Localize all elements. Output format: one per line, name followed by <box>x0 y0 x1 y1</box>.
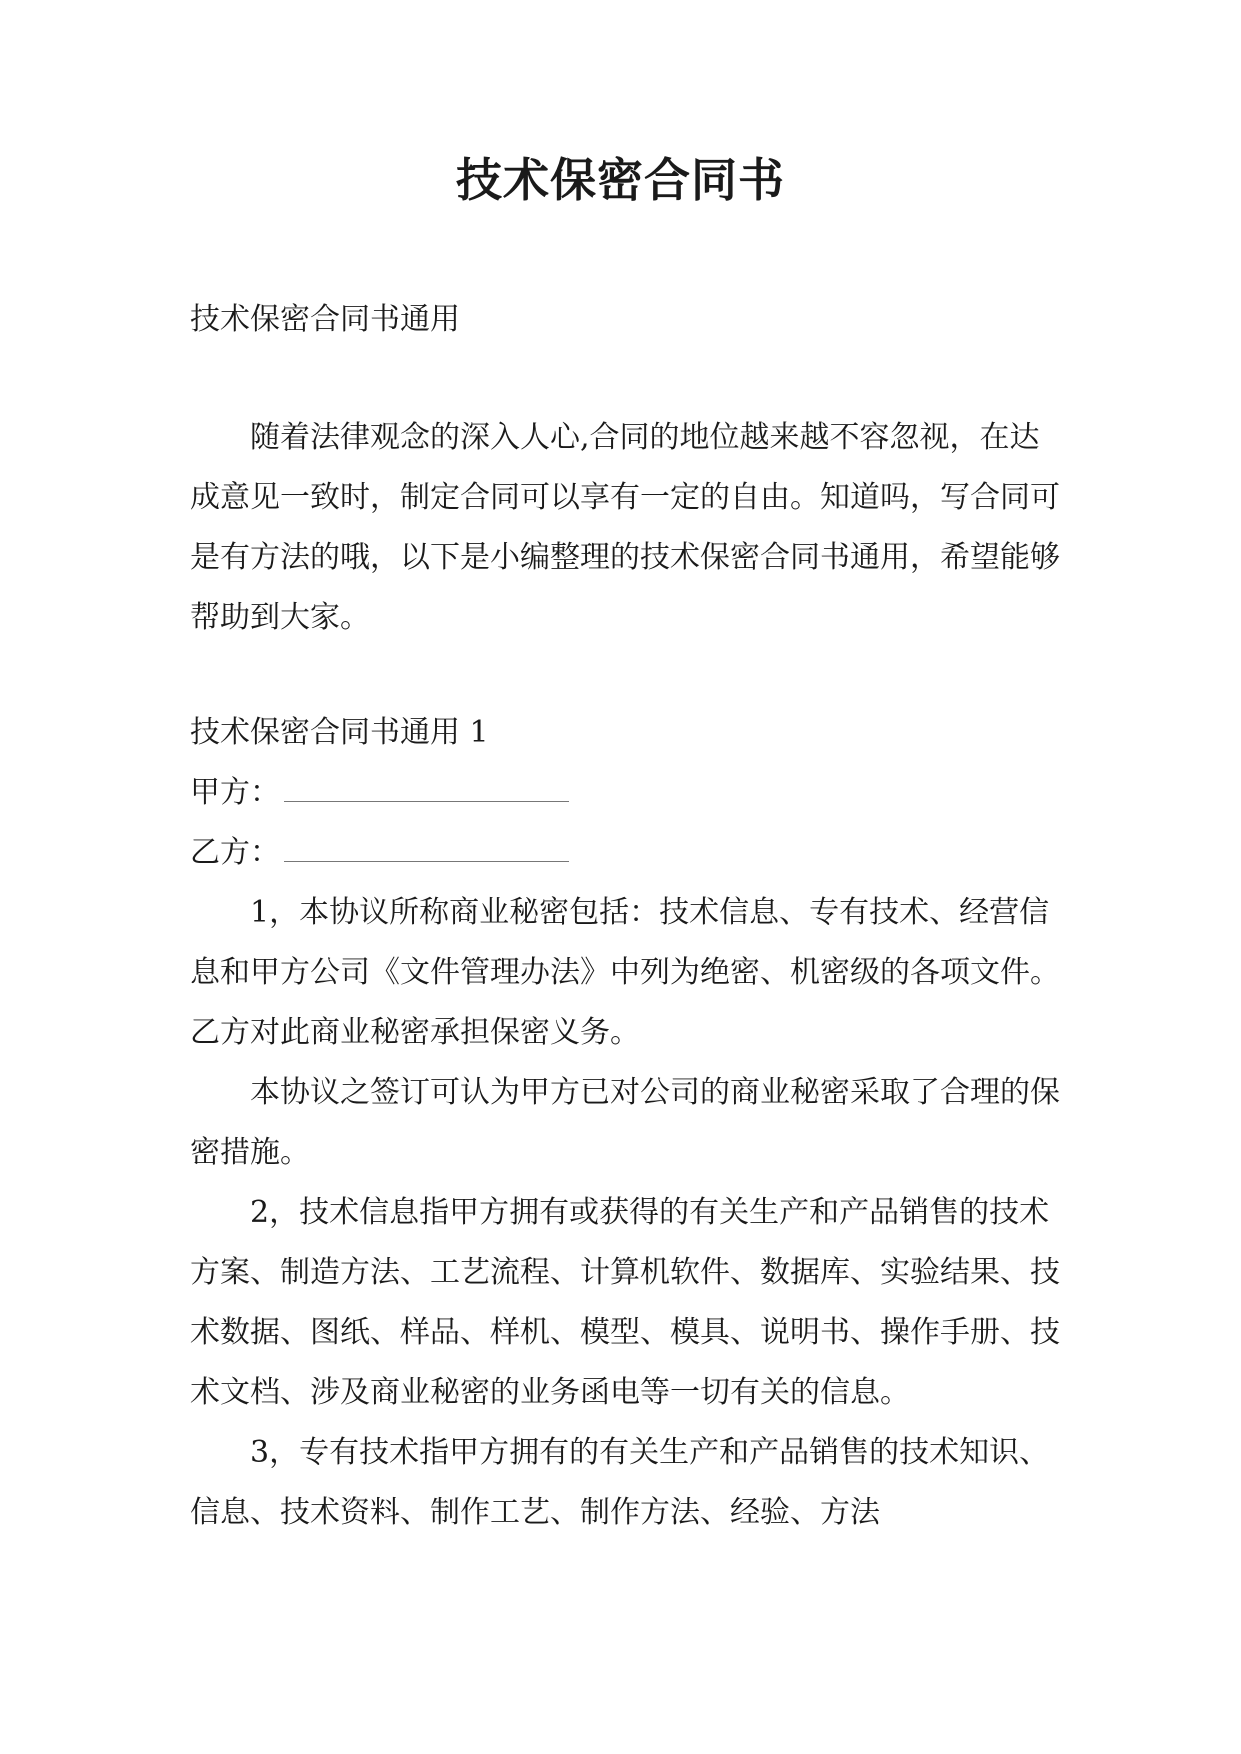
section-heading: 技术保密合同书通用 1 <box>190 715 489 750</box>
clause-1: 1，本协议所称商业秘密包括：技术信息、专有技术、经营信息和甲方公司《文件管理办法》中列为绝密、机密级的各项文件。乙方对此商业秘密承担保密义务。 <box>190 895 1060 1050</box>
party-b-blank <box>284 843 569 862</box>
party-b-line <box>190 823 1065 883</box>
party-b-label: 乙方： <box>190 835 280 870</box>
spacer <box>190 648 1065 703</box>
party-a-line <box>190 763 1065 823</box>
party-a-label: 甲方： <box>190 775 280 810</box>
document-body <box>190 290 1065 1543</box>
clause-1-note: 本协议之签订可认为甲方已对公司的商业秘密采取了合理的保密措施。 <box>190 1075 1060 1170</box>
clause-3: 3，专有技术指甲方拥有的有关生产和产品销售的技术知识、信息、技术资料、制作工艺、制作方法、经验、方法 <box>190 1435 1050 1530</box>
clause-2: 2，技术信息指甲方拥有或获得的有关生产和产品销售的技术方案、制造方法、工艺流程、计算机软件、数据库、实验结果、技术数据、图纸、样品、样机、模型、模具、说明书、操作手册、技术文档、涉及商业秘密的业务函电等一切有关的信息。 <box>190 1195 1060 1410</box>
intro-paragraph: 随着法律观念的深入人心,合同的地位越来越不容忽视，在达成意见一致时，制定合同可以享有一定的自由。知道吗，写合同可是有方法的哦，以下是小编整理的技术保密合同书通用，希望能够帮助到大家。 <box>190 420 1060 635</box>
document-subtitle: 技术保密合同书通用 <box>190 302 460 337</box>
document-title: 技术保密合同书 <box>456 153 785 207</box>
party-a-blank <box>284 783 569 802</box>
spacer <box>190 350 1065 408</box>
